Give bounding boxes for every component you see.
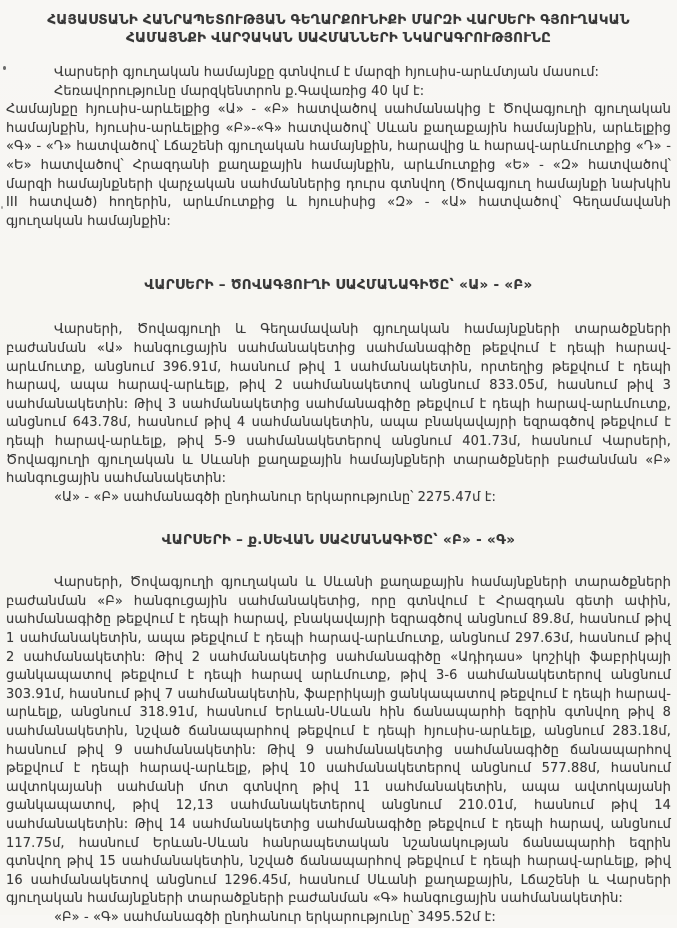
intro-paragraph-neighbors: Համայնքը հյուսիս-արևելքից «Ա» - «Բ» հատվածով սահմանակից է Ծովագյուղի գյուղական համայնքին, հյուսիս-արևելքից «Բ»-«Գ» հատվածով՝ Սևան քաղաքային համայնքին, արևելքից «Գ» - «Դ» հատվածով՝ Լճաշենի գյուղական համայնքին, հարավից և հարավ-արևմուտքից «Դ» - «Ե» հատվածով՝ Հրազդանի քաղաքային համայնքին, արևմուտքից «Ե» - «Զ» հատվածով՝ մարզի համայնքների վարչական սահմաններից դուրս գտնվող (Ծովագյուղ համայնքի նախկին III հատված) հողերին, արևմուտքից և հյուսիսից «Զ» - «Ա» հատվածով՝ Գեղամավանի գյուղական համայնքին: [6, 102, 671, 229]
intro-block [6, 64, 671, 231]
section2-heading: ՎԱՐՍԵՐԻ – ք.ՍԵՎԱՆ ՍԱՀՄԱՆԱԳԻԾԸ՝ «Բ» - «Գ» [161, 532, 516, 549]
document-title: ՀԱՅԱՍՏԱՆԻ ՀԱՆՐԱՊԵՏՈՒԹՅԱՆ ԳԵՂԱՐՔՈՒՆԻՔԻ ՄԱՐԶԻ ՎԱՐՍԵՐԻ ԳՅՈՒՂԱԿԱՆ ՀԱՄԱՅՆՔԻ ՎԱՐՉԱԿԱՆ ՍԱՀՄԱՆՆԵՐԻ ՆԿԱՐԱԳՐՈՒԹՅՈՒՆԸ [47, 12, 630, 46]
intro-paragraph-distance: Հեռավորությունը մարզկենտրոն ք.Գավառից 40 կմ է: [54, 83, 425, 99]
section2-body: Վարսերի, Ծովագյուղի գյուղական և Սևանի քաղաքային համայնքների տարածքների բաժանման «Բ» հանգուցային սահմանակետից, որը գտնվում է Հրազդան գետի ափին, սահմանագիծը թեքվում է դեպի հարավ, բնակավայրի եզրագծով անցնում 89.8մ, հասնում թիվ 1 սահմանակետին, ապա թեքվում է դեպի հարավ-արևմուտք, անցնում 297.63մ, հասնում թիվ 2 սահմանակետին: Թիվ 2 սահմանակետից սահմանագիծը «Ադիդաս» կոշիկի ֆաբրիկայի ցանկապատով թեքվում է դեպի հարավ արևմուտք, թիվ 3-6 սահմանակետերով անցնում 303.91մ, հասնում թիվ 7 սահմանակետին, ֆաբրիկայի ցանկապատով թեքվում է դեպի հարավ-արևելք, անցնում 318.91մ, հասնում Երևան-Սևան հին ճանապարհի եզրին գտնվող թիվ 8 սահմանակետին, նշված ճանապարհով թեքվում է դեպի հյուսիս-արևելք, անցնում 283.18մ, հասնում թիվ 9 սահմանակետին: Թիվ 9 սահմանակետից սահմանագիծը ճանապարհով թեքվում է դեպի հարավ-արևելք, թիվ 10 սահմանակետերով անցնում 577.88մ, հասնում ավտոկայանի սահմանի մոտ գտնվող թիվ 11 սահմանակետին, ապա ավտոկայանի ցանկապատով, թիվ 12,13 սահմանակետերով անցնում 210.01մ, հասնում թիվ 14 սահմանակետին: Թիվ 14 սահմանակետից սահմանագիծը թեքվում է դեպի հարավ, անցնում 117.75մ, հասնում Երևան-Սևան հանրապետական նշանակության ճանապարհի եզրին գտնվող թիվ 15 սահմանակետին, նշված ճանապարհով թեքվում է դեպի հարավ-արևելք, թիվ 16 սահմանակետով անցնում 1296.45մ, հասնում Սևանի քաղաքային, Լճաշենի և Վարսերի գյուղական համայնքների տարածքների բաժանման «Գ» հանգուցային սահմանակետին: [6, 575, 671, 907]
section1-body: Վարսերի, Ծովագյուղի և Գեղամավանի գյուղական համայնքների տարածքների բաժանման «Ա» հանգուցային սահմանակետից սահմանագիծը թեքվում է դեպի հարավ-արևմուտք, անցնում 396.91մ, հասնում թիվ 1 սահմանակետին, որտեղից թեքվում է դեպի հարավ, ապա հարավ-արևելք, թիվ 2 սահմանակետով անցնում 833.05մ, հասնում թիվ 3 սահմանակետին: Թիվ 3 սահմանակետից սահմանագիծը թեքվում է դեպի հարավ-արևմուտք, անցնում 643.78մ, հասնում թիվ 4 սահմանակետին, ապա բնակավայրի եզրագծով թեքվում է դեպի հարավ-արևելք, թիվ 5-9 սահմանակետերով անցնում 401.73մ, հասնում Վարսերի, Ծովագյուղի գյուղական և Սևանի քաղաքային համայնքների տարածքների բաժանման «Բ» հանգուցային սահմանակետին: [6, 322, 671, 487]
section1-length-note: «Ա» - «Բ» սահմանագծի ընդհանուր երկարությունը՝ 2275.47մ է: [54, 489, 496, 505]
scan-artifact-dot [1, 206, 3, 209]
section1-heading: ՎԱՐՍԵՐԻ – ԾՈՎԱԳՅՈՒՂԻ ՍԱՀՄԱՆԱԳԻԾԸ՝ «Ա» - «Բ» [144, 277, 533, 294]
section2-length-note: «Բ» - «Գ» սահմանագծի ընդհանուր երկարությունը՝ 3495.52մ է: [54, 909, 496, 925]
scan-artifact-dot [3, 66, 6, 70]
intro-paragraph-location: Վարսերի գյուղական համայնքը գտնվում է մարզի հյուսիս-արևմտյան մասում: [54, 65, 600, 80]
